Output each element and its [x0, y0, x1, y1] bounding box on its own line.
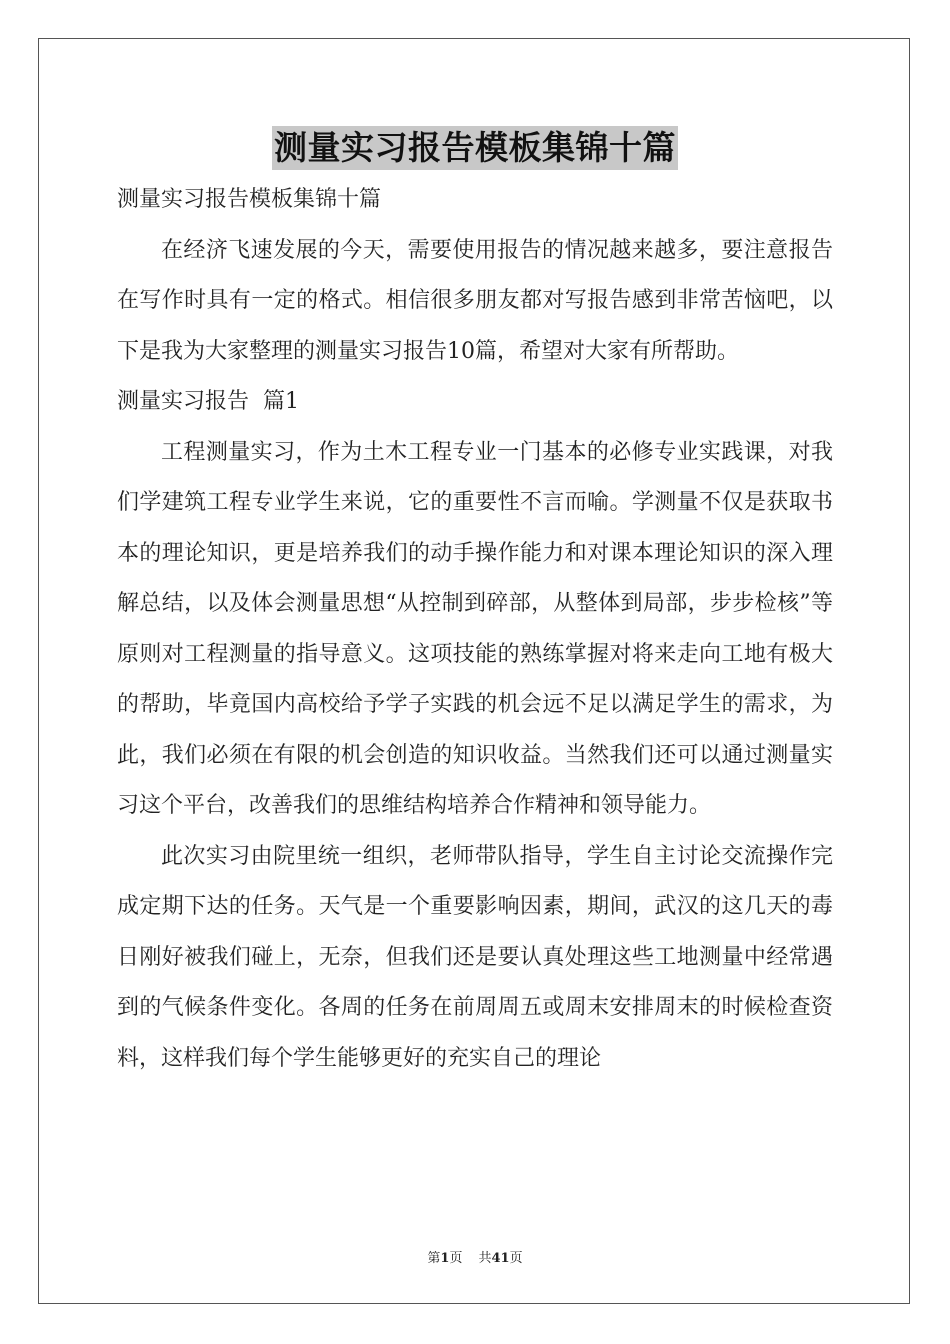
- document-body: [117, 175, 833, 1084]
- title-container: [0, 126, 950, 170]
- page-suffix: 页: [449, 1251, 463, 1266]
- document-subtitle: 测量实习报告模板集锦十篇: [117, 187, 382, 212]
- total-prefix: 共: [478, 1251, 492, 1266]
- page-footer: [0, 1247, 950, 1266]
- body-paragraph-2: 此次实习由院里统一组织，老师带队指导，学生自主讨论交流操作完成定期下达的任务。天气是一个重要影响因素，期间，武汉的这几天的毒日刚好被我们碰上，无奈，但我们还是要认真处理这些工地测量中经常遇到的气候条件变化。各周的任务在前周周五或周末安排周末的时候检查资料，这样我们每个学生能够更好的充实自己的理论: [117, 843, 833, 1071]
- section-heading: 测量实习报告 篇1: [117, 389, 299, 414]
- total-suffix: 页: [509, 1251, 523, 1266]
- page-total: 41: [491, 1251, 510, 1266]
- body-paragraph-1: 工程测量实习，作为土木工程专业一门基本的必修专业实践课，对我们学建筑工程专业学生来说，它的重要性不言而喻。学测量不仅是获取书本的理论知识，更是培养我们的动手操作能力和对课本理论知识的深入理解总结，以及体会测量思想“从控制到碎部，从整体到局部，步步检核”等原则对工程测量的指导意义。这项技能的熟练掌握对将来走向工地有极大的帮助，毕竟国内高校给予学子实践的机会远不足以满足学生的需求，为此，我们必须在有限的机会创造的知识收益。当然我们还可以通过测量实习这个平台，改善我们的思维结构培养合作精神和领导能力。: [117, 439, 833, 818]
- document-title: 测量实习报告模板集锦十篇: [272, 126, 678, 170]
- page-prefix: 第: [427, 1251, 441, 1266]
- page-current: 1: [440, 1251, 450, 1266]
- intro-paragraph: 在经济飞速发展的今天，需要使用报告的情况越来越多，要注意报告在写作时具有一定的格式。相信很多朋友都对写报告感到非常苦恼吧，以下是我为大家整理的测量实习报告10篇，希望对大家有所帮助。: [117, 237, 833, 364]
